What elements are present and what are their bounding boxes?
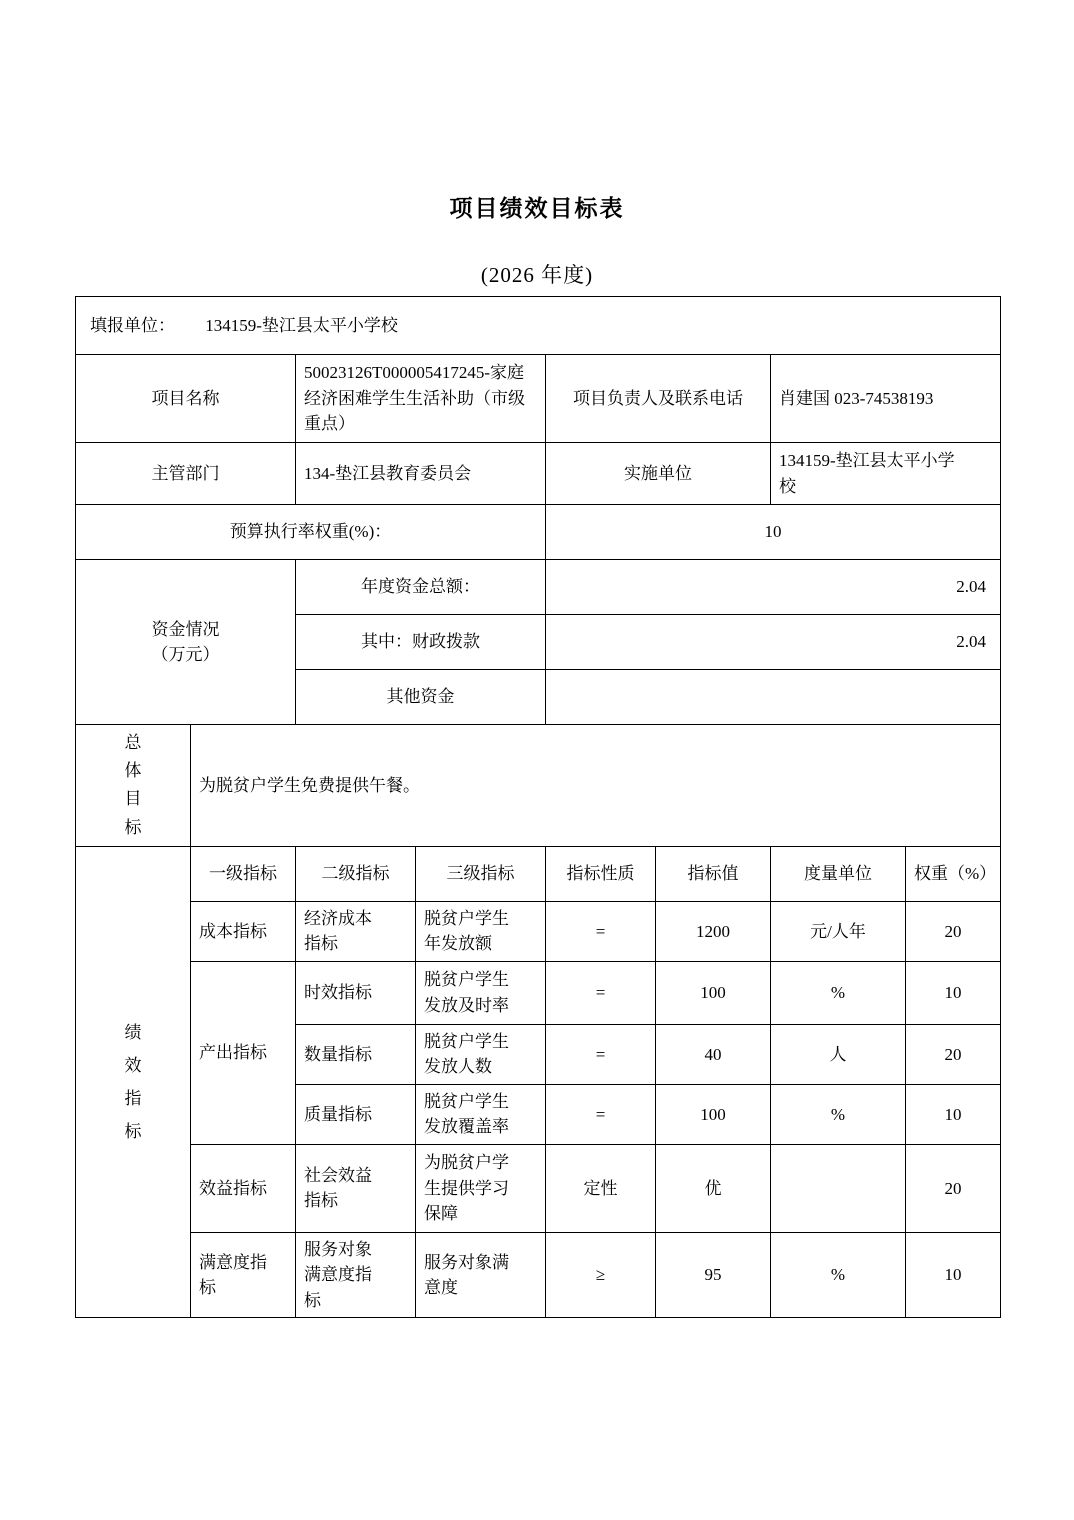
indicator-value-cell: 40 <box>656 1024 771 1084</box>
indicator-level3-cell <box>416 1084 546 1144</box>
indicator-level2-cell <box>296 1024 416 1084</box>
indicator-level2-cell <box>296 1144 416 1232</box>
project-name-value-cell: 50023126T000005417245-家庭经济困难学生生活补助（市级重点） <box>296 355 546 443</box>
funding-fiscal-value-cell: 2.04 <box>546 615 1001 670</box>
row-indicator-satisfaction <box>76 1232 1001 1318</box>
performance-target-table <box>75 296 1001 1318</box>
indicator-nature-cell: = <box>546 901 656 961</box>
funding-fiscal-label-cell: 其中：财政拨款 <box>296 615 546 670</box>
indicator-unit-cell: 人 <box>771 1024 906 1084</box>
row-funding-total <box>76 560 1001 615</box>
indicator-level3-cell <box>416 1232 546 1318</box>
funding-category-label: 资金情况（万元） <box>151 619 220 664</box>
indicator-level3-cell <box>416 961 546 1024</box>
indicator-level1-cell <box>191 961 296 1144</box>
indicator-unit-cell: % <box>771 1084 906 1144</box>
funding-total-value-cell: 2.04 <box>546 560 1001 615</box>
impl-unit-value-cell <box>771 443 1001 505</box>
indicator-nature-cell: ≥ <box>546 1232 656 1318</box>
overall-goal-label: 总体目标 <box>124 733 142 837</box>
indicators-group-label: 绩效指标 <box>124 1022 142 1142</box>
row-reporting-unit <box>76 297 1001 355</box>
indicator-level2-cell <box>296 901 416 961</box>
reporting-unit-label: 填报单位： <box>90 315 175 335</box>
indicator-weight-cell: 20 <box>906 1024 1001 1084</box>
indicator-level1: 产出指标 <box>199 1043 267 1063</box>
indicator-unit-cell: % <box>771 1232 906 1318</box>
indicator-weight-cell: 10 <box>906 961 1001 1024</box>
impl-unit-value: 134159-垫江县太平小学校 <box>779 451 955 496</box>
indicator-level3: 脱贫户学生年发放额 <box>424 908 509 954</box>
indicator-nature-cell: = <box>546 1084 656 1144</box>
indicator-level3-cell <box>416 901 546 961</box>
funding-category-cell <box>76 560 296 725</box>
indicators-group-label-cell <box>76 846 191 1318</box>
reporting-unit-value: 134159-垫江县太平小学校 <box>205 315 398 335</box>
indicator-nature-cell: = <box>546 1024 656 1084</box>
row-indicator-cost <box>76 901 1001 961</box>
row-budget-rate <box>76 505 1001 560</box>
header-nature-cell: 指标性质 <box>546 846 656 901</box>
funding-other-label-cell: 其他资金 <box>296 670 546 725</box>
funding-other-value-cell <box>546 670 1001 725</box>
row-overall-goal <box>76 725 1001 847</box>
row-department <box>76 443 1001 505</box>
indicator-level2-cell <box>296 1232 416 1318</box>
indicator-level2: 质量指标 <box>304 1104 372 1124</box>
indicator-unit-cell: 元/人年 <box>771 901 906 961</box>
indicator-level2: 数量指标 <box>304 1044 372 1064</box>
indicator-level2: 时效指标 <box>304 983 372 1003</box>
header-level3-cell: 三级指标 <box>416 846 546 901</box>
indicator-nature-cell: = <box>546 961 656 1024</box>
indicator-level1-cell <box>191 1144 296 1232</box>
indicator-level3-cell <box>416 1024 546 1084</box>
indicator-value-cell: 95 <box>656 1232 771 1318</box>
indicator-weight-cell: 20 <box>906 901 1001 961</box>
indicator-level3: 脱贫户学生发放覆盖率 <box>424 1091 509 1137</box>
document-subtitle: (2026 年度) <box>480 263 594 287</box>
row-project-name <box>76 355 1001 443</box>
indicator-level1: 效益指标 <box>199 1178 267 1198</box>
indicator-level3-cell <box>416 1144 546 1232</box>
manager-label-cell: 项目负责人及联系电话 <box>546 355 771 443</box>
indicator-level3: 脱贫户学生发放人数 <box>424 1031 509 1077</box>
row-indicator-header <box>76 846 1001 901</box>
row-indicator-timeliness <box>76 961 1001 1024</box>
indicator-level3: 为脱贫户学生提供学习保障 <box>424 1153 509 1224</box>
budget-rate-label-cell: 预算执行率权重(%)： <box>76 505 546 560</box>
indicator-level1: 成本指标 <box>199 921 267 941</box>
funding-total-label-cell: 年度资金总额： <box>296 560 546 615</box>
row-indicator-benefit <box>76 1144 1001 1232</box>
indicator-level2: 社会效益指标 <box>304 1165 372 1211</box>
header-level1-cell: 一级指标 <box>191 846 296 901</box>
project-name-label-cell: 项目名称 <box>76 355 296 443</box>
indicator-level2-cell <box>296 961 416 1024</box>
indicator-level1: 满意度指标 <box>199 1252 267 1298</box>
department-label-cell: 主管部门 <box>76 443 296 505</box>
overall-goal-value-cell: 为脱贫户学生免费提供午餐。 <box>191 725 1001 847</box>
indicator-level1-cell <box>191 1232 296 1318</box>
budget-rate-value-cell: 10 <box>546 505 1001 560</box>
indicator-unit-cell: % <box>771 961 906 1024</box>
manager-value-cell: 肖建国 023-74538193 <box>771 355 1001 443</box>
indicator-value-cell: 100 <box>656 1084 771 1144</box>
indicator-level3: 服务对象满意度 <box>424 1252 509 1298</box>
indicator-weight-cell: 20 <box>906 1144 1001 1232</box>
indicator-level2: 经济成本指标 <box>304 908 372 954</box>
overall-goal-label-cell <box>76 725 191 847</box>
indicator-weight-cell: 10 <box>906 1232 1001 1318</box>
header-value-cell: 指标值 <box>656 846 771 901</box>
document-title: 项目绩效目标表 <box>449 196 625 221</box>
indicator-nature-cell: 定性 <box>546 1144 656 1232</box>
indicator-level1-cell <box>191 901 296 961</box>
reporting-unit-cell <box>76 297 1001 355</box>
indicator-value-cell: 优 <box>656 1144 771 1232</box>
impl-unit-label-cell: 实施单位 <box>546 443 771 505</box>
indicator-value-cell: 1200 <box>656 901 771 961</box>
header-unit-cell: 度量单位 <box>771 846 906 901</box>
indicator-level2: 服务对象满意度指标 <box>304 1239 372 1310</box>
department-value-cell: 134-垫江县教育委员会 <box>296 443 546 505</box>
indicator-value-cell: 100 <box>656 961 771 1024</box>
header-weight-cell: 权重（%） <box>906 846 1001 901</box>
indicator-unit-cell <box>771 1144 906 1232</box>
header-level2-cell: 二级指标 <box>296 846 416 901</box>
indicator-weight-cell: 10 <box>906 1084 1001 1144</box>
indicator-level2-cell <box>296 1084 416 1144</box>
indicator-level3: 脱贫户学生发放及时率 <box>424 970 509 1015</box>
